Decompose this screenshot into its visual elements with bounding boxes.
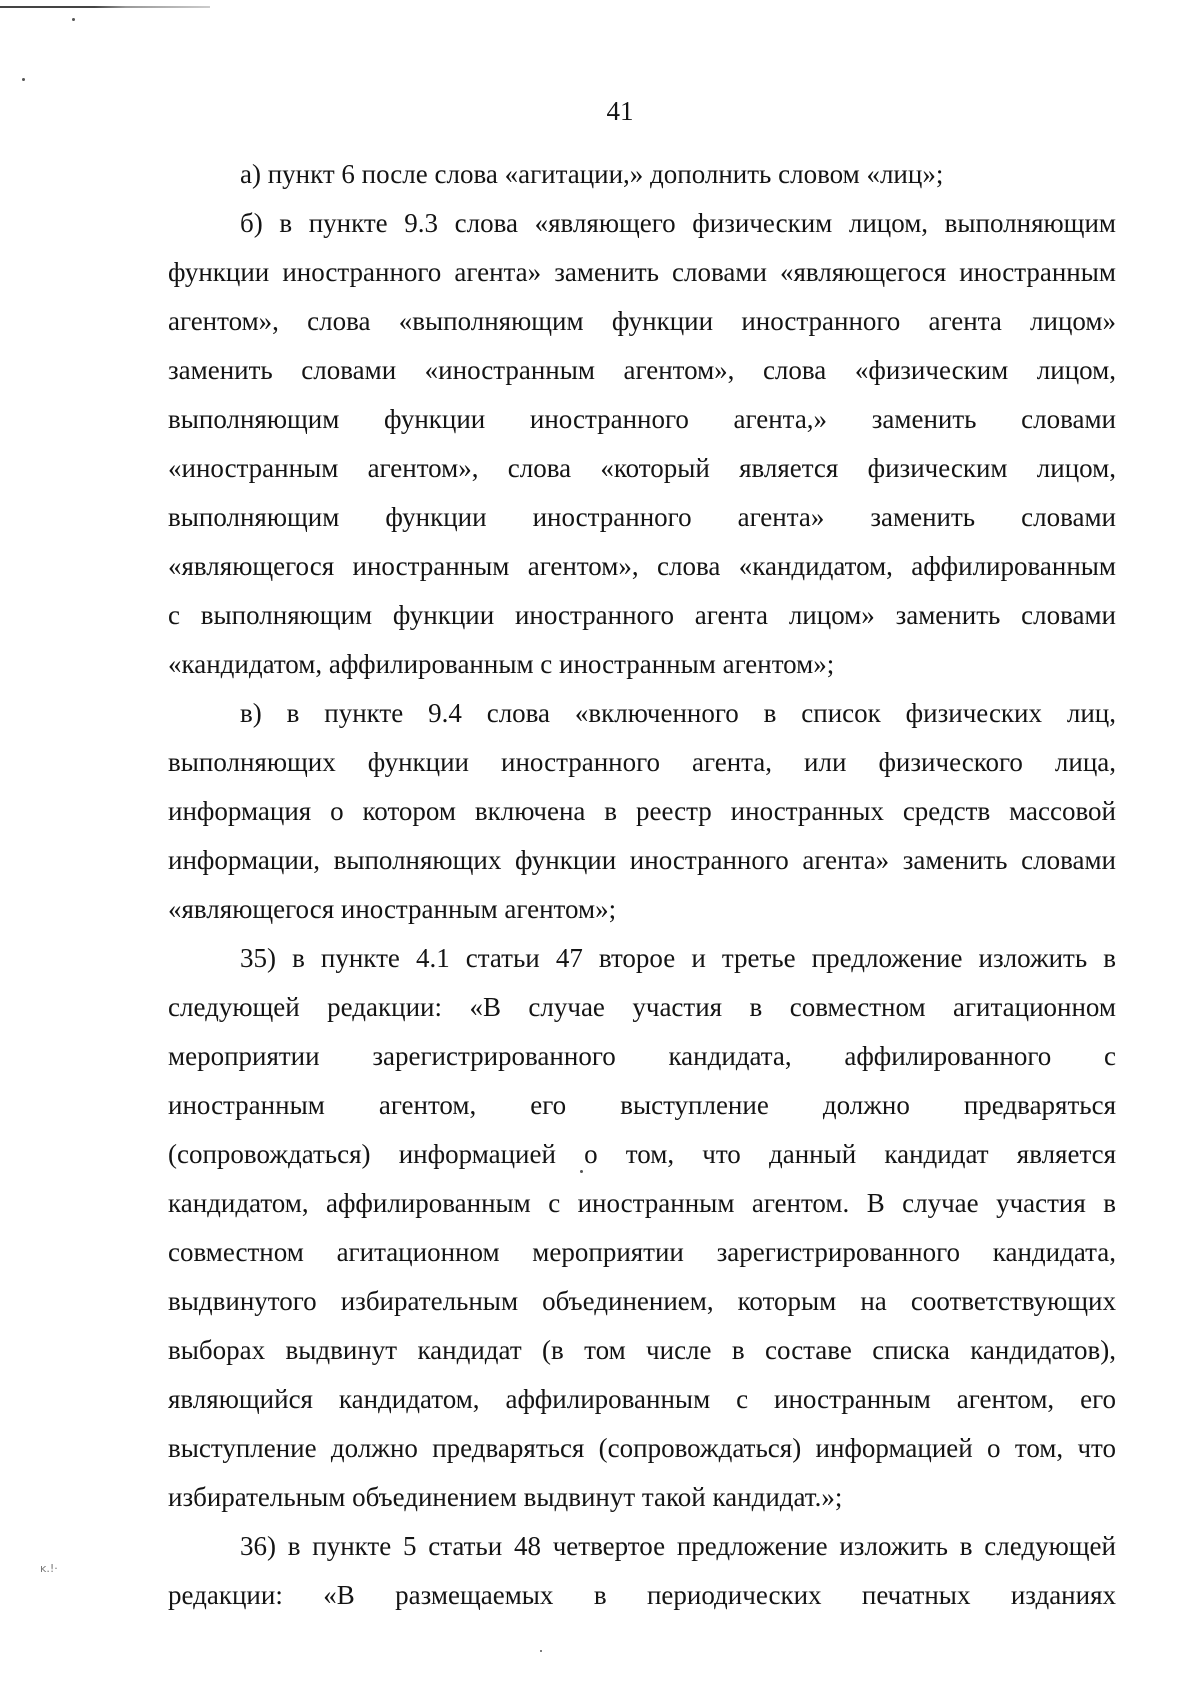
text-line: «иностранным агентом», слова «который является физическим лицом, bbox=[168, 453, 1116, 483]
text-line: мероприятии зарегистрированного кандидата, аффилированного с bbox=[168, 1041, 1116, 1071]
text-line: в) в пункте 9.4 слова «включенного в список физических лиц, bbox=[240, 698, 1116, 728]
text-line: функции иностранного агента» заменить словами «являющегося иностранным bbox=[168, 257, 1116, 287]
text-line: кандидатом, аффилированным с иностранным агентом. В случае участия в bbox=[168, 1188, 1116, 1218]
text-line: заменить словами «иностранным агентом», слова «физическим лицом, bbox=[168, 355, 1116, 385]
text-line: «кандидатом, аффилированным с иностранным агентом»; bbox=[168, 649, 835, 679]
text-line: а) пункт 6 после слова «агитации,» дополнить словом «лиц»; bbox=[240, 159, 944, 189]
text-line: редакции: «В размещаемых в периодических печатных изданиях bbox=[168, 1580, 1116, 1610]
text-line: информации, выполняющих функции иностранного агента» заменить словами bbox=[168, 845, 1116, 875]
text-line: 36) в пункте 5 статьи 48 четвертое предложение изложить в следующей bbox=[240, 1531, 1116, 1561]
text-line: совместном агитационном мероприятии зарегистрированного кандидата, bbox=[168, 1237, 1116, 1267]
text-line: информация о котором включена в реестр иностранных средств массовой bbox=[168, 796, 1116, 826]
text-line: б) в пункте 9.3 слова «являющего физическим лицом, выполняющим bbox=[240, 208, 1116, 238]
text-line: с выполняющим функции иностранного агента лицом» заменить словами bbox=[168, 600, 1116, 630]
scan-speck bbox=[72, 18, 75, 21]
document-body bbox=[168, 150, 1116, 1620]
text-line: выполняющим функции иностранного агента» заменить словами bbox=[168, 502, 1116, 532]
text-line: иностранным агентом, его выступление должно предваряться bbox=[168, 1090, 1116, 1120]
page-number: 41 bbox=[606, 96, 634, 126]
text-line: выполняющих функции иностранного агента, или физического лица, bbox=[168, 747, 1116, 777]
text-line: следующей редакции: «В случае участия в совместном агитационном bbox=[168, 992, 1116, 1022]
text-line: выступление должно предваряться (сопровождаться) информацией о том, что bbox=[168, 1433, 1116, 1463]
text-line: «являющегося иностранным агентом»; bbox=[168, 894, 617, 924]
text-line: выдвинутого избирательным объединением, которым на соответствующих bbox=[168, 1286, 1116, 1316]
text-line: агентом», слова «выполняющим функции иностранного агента лицом» bbox=[168, 306, 1116, 336]
text-line: (сопровождаться) информацией о том, что данный кандидат является bbox=[168, 1139, 1116, 1169]
scan-speck bbox=[22, 78, 25, 81]
text-line: выборах выдвинут кандидат (в том числе в составе списка кандидатов), bbox=[168, 1335, 1116, 1365]
text-line: 35) в пункте 4.1 статьи 47 второе и третье предложение изложить в bbox=[240, 943, 1116, 973]
text-line: избирательным объединением выдвинут такой кандидат.»; bbox=[168, 1482, 843, 1512]
scan-edge-line bbox=[0, 6, 210, 8]
text-line: выполняющим функции иностранного агента,» заменить словами bbox=[168, 404, 1116, 434]
text-line: являющийся кандидатом, аффилированным с иностранным агентом, его bbox=[168, 1384, 1116, 1414]
margin-mark: ĸ.!· bbox=[40, 1562, 58, 1575]
text-line: «являющегося иностранным агентом», слова «кандидатом, аффилированным bbox=[168, 551, 1116, 581]
scan-speck bbox=[540, 1650, 542, 1652]
